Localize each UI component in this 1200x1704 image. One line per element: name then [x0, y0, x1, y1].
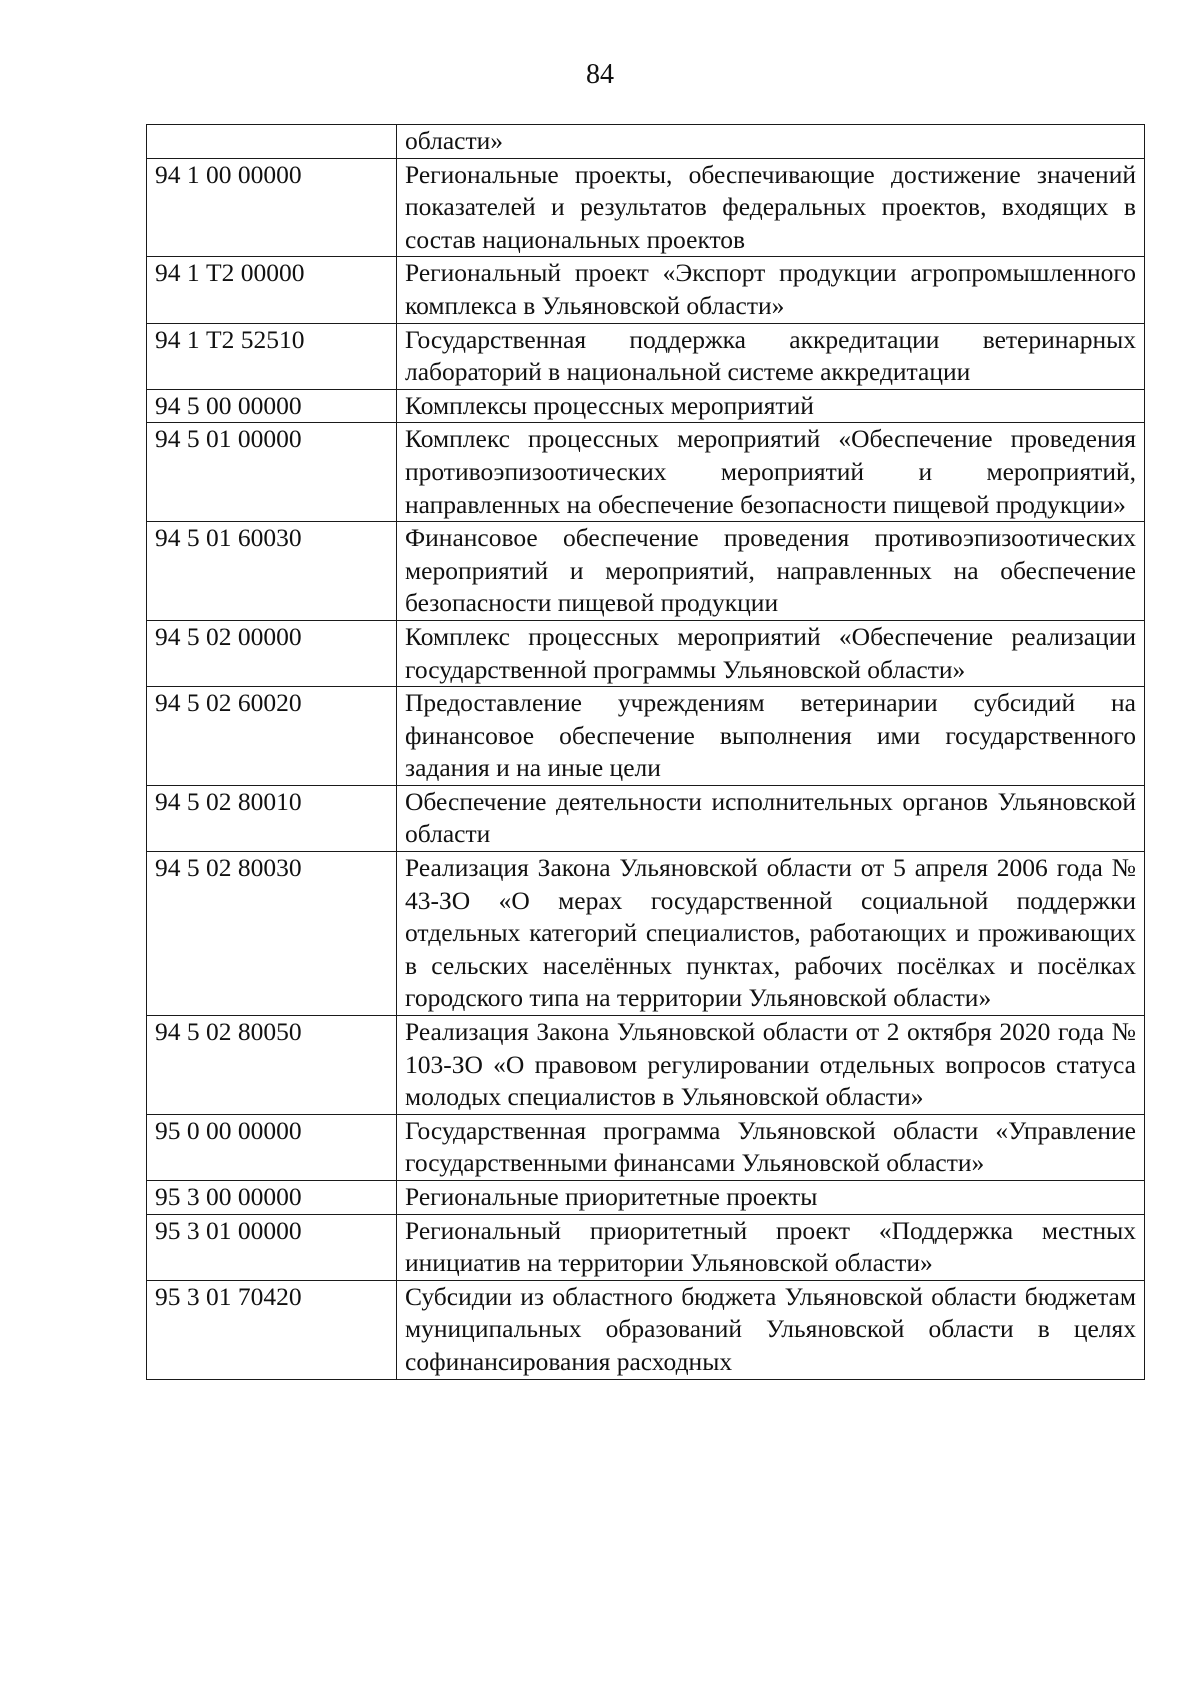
- table-row: [147, 423, 1145, 522]
- table-row: [147, 785, 1145, 851]
- code-cell: 95 0 00 00000: [147, 1114, 397, 1180]
- table-row: [147, 323, 1145, 389]
- code-cell: 94 5 02 80050: [147, 1016, 397, 1115]
- name-cell: Комплекс процессных мероприятий «Обеспечение проведения противоэпизоотических мероприятий и мероприятий, направленных на обеспечение безопасности пищевой продукции»: [397, 423, 1145, 522]
- name-cell: Государственная поддержка аккредитации ветеринарных лабораторий в национальной системе аккредитации: [397, 323, 1145, 389]
- code-cell: 94 1 00 00000: [147, 158, 397, 257]
- code-cell: 94 1 Т2 00000: [147, 257, 397, 323]
- name-cell: Государственная программа Ульяновской области «Управление государственными финансами Ульяновской области»: [397, 1114, 1145, 1180]
- name-cell: Региональный проект «Экспорт продукции агропромышленного комплекса в Ульяновской области»: [397, 257, 1145, 323]
- code-cell: 94 1 Т2 52510: [147, 323, 397, 389]
- code-cell: 94 5 01 00000: [147, 423, 397, 522]
- table-row: [147, 1114, 1145, 1180]
- budget-classification-table: [146, 124, 1145, 1380]
- page-number: 84: [586, 59, 614, 90]
- code-cell: 94 5 00 00000: [147, 389, 397, 423]
- code-cell: 94 5 02 80010: [147, 785, 397, 851]
- table-row: [147, 125, 1145, 159]
- table-row: [147, 158, 1145, 257]
- name-cell: области»: [397, 125, 1145, 159]
- code-cell: 94 5 02 60020: [147, 687, 397, 786]
- table-row: [147, 1214, 1145, 1280]
- name-cell: Обеспечение деятельности исполнительных органов Ульяновской области: [397, 785, 1145, 851]
- code-cell: 95 3 01 70420: [147, 1280, 397, 1379]
- code-cell: 94 5 01 60030: [147, 522, 397, 621]
- table-row: [147, 1181, 1145, 1215]
- table-row: [147, 522, 1145, 621]
- code-cell: 94 5 02 80030: [147, 852, 397, 1016]
- name-cell: Региональные приоритетные проекты: [397, 1181, 1145, 1215]
- name-cell: Комплекс процессных мероприятий «Обеспечение реализации государственной программы Ульяновской области»: [397, 620, 1145, 686]
- table-row: [147, 687, 1145, 786]
- table-row: [147, 620, 1145, 686]
- name-cell: Финансовое обеспечение проведения противоэпизоотических мероприятий и мероприятий, направленных на обеспечение безопасности пищевой продукции: [397, 522, 1145, 621]
- name-cell: Региональный приоритетный проект «Поддержка местных инициатив на территории Ульяновской области»: [397, 1214, 1145, 1280]
- table-row: [147, 257, 1145, 323]
- name-cell: Реализация Закона Ульяновской области от 5 апреля 2006 года № 43-ЗО «О мерах государственной социальной поддержки отдельных категорий специалистов, работающих и проживающих в сельских населённых пунктах, рабочих посёлках и посёлках городского типа на территории Ульяновской области»: [397, 852, 1145, 1016]
- code-cell: 95 3 01 00000: [147, 1214, 397, 1280]
- table-row: [147, 852, 1145, 1016]
- name-cell: Комплексы процессных мероприятий: [397, 389, 1145, 423]
- name-cell: Региональные проекты, обеспечивающие достижение значений показателей и результатов федеральных проектов, входящих в состав национальных проектов: [397, 158, 1145, 257]
- name-cell: Реализация Закона Ульяновской области от 2 октября 2020 года № 103-ЗО «О правовом регулировании отдельных вопросов статуса молодых специалистов в Ульяновской области»: [397, 1016, 1145, 1115]
- table-row: [147, 1280, 1145, 1379]
- code-cell: 94 5 02 00000: [147, 620, 397, 686]
- code-cell: 95 3 00 00000: [147, 1181, 397, 1215]
- code-cell: [147, 125, 397, 159]
- name-cell: Субсидии из областного бюджета Ульяновской области бюджетам муниципальных образований Ульяновской области в целях софинансирования расходных: [397, 1280, 1145, 1379]
- table-row: [147, 389, 1145, 423]
- name-cell: Предоставление учреждениям ветеринарии субсидий на финансовое обеспечение выполнения ими государственного задания и на иные цели: [397, 687, 1145, 786]
- table-row: [147, 1016, 1145, 1115]
